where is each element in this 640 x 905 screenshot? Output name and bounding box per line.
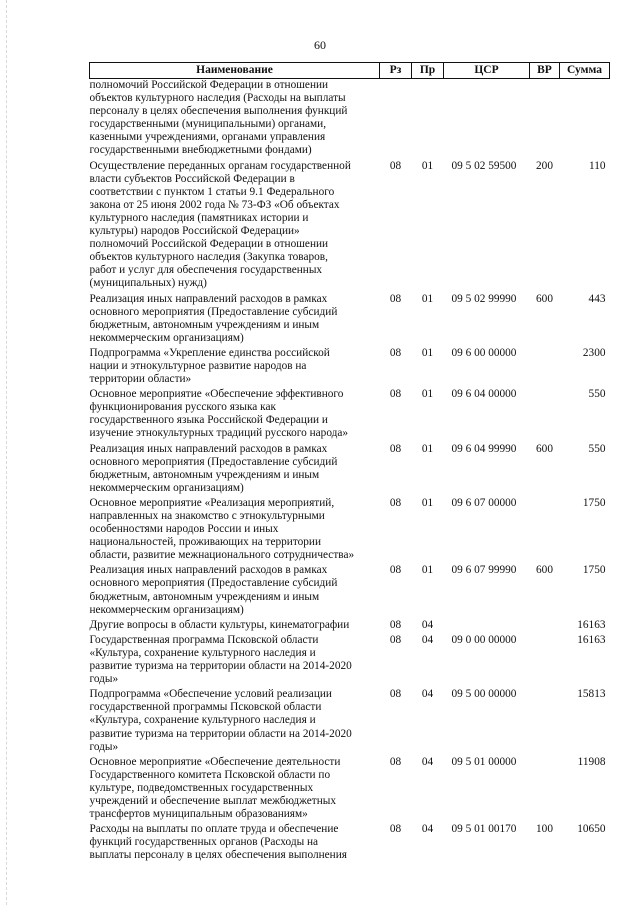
row-name-line: полномочий Российской Федерации в отношении: [89, 238, 329, 251]
header-csr: ЦСР: [444, 63, 530, 79]
row-name-line: развитие туризма на территории области на 2014-2020: [89, 660, 352, 673]
row-vr-cell: [530, 617, 560, 632]
row-rz-cell: 08: [389, 633, 402, 646]
row-sum-cell: 2300: [582, 346, 606, 359]
table-row: [90, 562, 610, 616]
row-name-line: Реализация иных направлений расходов в рамках: [89, 564, 328, 577]
row-name-line: бюджетным, автономным учреждениям и иным: [89, 590, 320, 603]
row-vr-cell: [530, 495, 560, 562]
row-csr-cell: [444, 79, 530, 158]
row-name-line: изучение этнокультурных традиций русского народа»: [89, 427, 349, 440]
row-vr-cell: 200: [536, 159, 553, 172]
row-name-line: Осуществление переданных органам государственной: [89, 159, 351, 172]
row-pr-cell: 04: [421, 755, 434, 768]
row-vr-cell: 100: [536, 823, 553, 836]
row-csr-cell: 09 6 07 00000: [451, 496, 517, 509]
row-vr-cell: [530, 686, 560, 753]
row-name-line: нации и этнокультурное развитие народов на: [89, 359, 307, 372]
row-name-cell: [90, 441, 380, 495]
row-name-cell: [90, 386, 380, 440]
header-rz: Рз: [380, 63, 412, 79]
table-row: [90, 79, 610, 158]
row-name-line: некоммерческим организациям): [89, 481, 244, 494]
row-sum-cell: 16163: [577, 618, 606, 631]
row-sum-cell: 16163: [577, 633, 606, 646]
row-name-line: основного мероприятия (Предоставление субсидий: [89, 305, 338, 318]
row-name-line: закона от 25 июня 2002 года № 73-ФЗ «Об объектах: [89, 198, 340, 211]
row-name-line: учреждений и обеспечение выплат межбюджетных: [89, 794, 337, 807]
row-csr-cell: 09 6 07 99990: [451, 564, 517, 577]
row-csr-cell: 09 5 02 59500: [451, 159, 517, 172]
row-sum-cell: 550: [588, 442, 606, 455]
header-vr: ВР: [530, 63, 560, 79]
row-name-line: «Культура, сохранение культурного наследия и: [89, 714, 316, 727]
row-pr-cell: 01: [421, 292, 434, 305]
row-name-line: полномочий Российской Федерации в отношении: [89, 79, 329, 91]
row-name-line: Реализация иных направлений расходов в рамках: [89, 292, 328, 305]
row-csr-cell: 09 6 00 00000: [451, 346, 517, 359]
row-sum-cell: [560, 79, 610, 158]
row-rz-cell: 08: [389, 496, 402, 509]
row-name-cell: [90, 158, 380, 291]
row-vr-cell: [530, 632, 560, 686]
row-rz-cell: 08: [389, 688, 402, 701]
row-csr-cell: [444, 617, 530, 632]
row-sum-cell: 15813: [577, 688, 606, 701]
table-row: [90, 632, 610, 686]
scan-edge-line: [6, 0, 8, 905]
row-sum-cell: 10650: [577, 823, 606, 836]
row-vr-cell: 600: [536, 442, 553, 455]
row-name-line: персоналу в целях обеспечения выполнения функций: [89, 105, 348, 118]
row-pr-cell: [412, 79, 444, 158]
row-sum-cell: 11908: [577, 755, 606, 768]
table-header-row: [90, 63, 610, 79]
row-pr-cell: 01: [421, 388, 434, 401]
row-name-line: культуре, подведомственных государственных: [89, 781, 314, 794]
row-name-line: Основное мероприятие «Реализация мероприятий,: [89, 496, 335, 509]
row-name-line: основного мероприятия (Предоставление субсидий: [89, 455, 338, 468]
row-vr-cell: 600: [536, 292, 553, 305]
row-csr-cell: 09 5 01 00000: [451, 755, 517, 768]
row-name-line: функционирования русского языка как: [89, 401, 276, 414]
row-name-line: области, развитие межнационального сотрудничества»: [89, 549, 355, 562]
row-vr-cell: 600: [536, 564, 553, 577]
row-rz-cell: 08: [389, 564, 402, 577]
row-name-line: (муниципальных) нужд): [89, 277, 207, 290]
row-name-line: годы»: [89, 740, 119, 753]
page-number: 60: [314, 38, 326, 52]
row-name-line: Основное мероприятие «Обеспечение эффективного: [89, 388, 344, 401]
row-vr-cell: [530, 345, 560, 386]
row-pr-cell: 01: [421, 442, 434, 455]
table-row: [90, 291, 610, 345]
row-name-line: годы»: [89, 673, 119, 686]
row-name-cell: [90, 617, 380, 632]
row-name-line: Основное мероприятие «Обеспечение деятельности: [89, 755, 341, 768]
row-name-line: Государственная программа Псковской области: [89, 633, 319, 646]
row-csr-cell: 09 5 02 99990: [451, 292, 517, 305]
row-name-cell: [90, 686, 380, 753]
row-name-cell: [90, 821, 380, 862]
row-name-line: «Культура, сохранение культурного наследия и: [89, 646, 316, 659]
row-name-cell: [90, 79, 380, 158]
row-sum-cell: 550: [588, 388, 606, 401]
row-pr-cell: 04: [421, 688, 434, 701]
row-name-line: власти субъектов Российской Федерации в: [89, 172, 295, 185]
row-rz-cell: 08: [389, 823, 402, 836]
row-csr-cell: 09 5 01 00170: [451, 823, 517, 836]
table-body: [90, 79, 610, 863]
row-sum-cell: 1750: [582, 496, 606, 509]
row-name-line: Подпрограмма «Укрепление единства российской: [89, 346, 330, 359]
row-name-line: основного мероприятия (Предоставление субсидий: [89, 577, 338, 590]
row-pr-cell: 01: [421, 159, 434, 172]
row-rz-cell: 08: [389, 442, 402, 455]
row-name-line: бюджетным, автономным учреждениям и иным: [89, 318, 320, 331]
row-pr-cell: 04: [421, 633, 434, 646]
row-rz-cell: 08: [389, 388, 402, 401]
row-name-cell: [90, 495, 380, 562]
table-row: [90, 345, 610, 386]
table-row: [90, 617, 610, 632]
row-name-line: культурного наследия (памятниках истории и: [89, 211, 309, 224]
header-name: Наименование: [90, 63, 380, 79]
row-csr-cell: 09 0 00 00000: [451, 633, 517, 646]
row-name-cell: [90, 754, 380, 821]
row-name-line: развитие туризма на территории области на 2014-2020: [89, 727, 352, 740]
row-name-line: территории области»: [89, 373, 192, 386]
row-pr-cell: 04: [421, 823, 434, 836]
table-row: [90, 386, 610, 440]
row-name-line: Государственного комитета Псковской области по: [89, 768, 331, 781]
row-name-line: бюджетным, автономным учреждениям и иным: [89, 468, 320, 481]
table-row: [90, 158, 610, 291]
row-name-cell: [90, 632, 380, 686]
budget-table: [89, 62, 610, 862]
row-name-cell: [90, 345, 380, 386]
table-row: [90, 686, 610, 753]
table-row: [90, 441, 610, 495]
row-pr-cell: 01: [421, 496, 434, 509]
row-name-line: Расходы на выплаты по оплате труда и обеспечение: [89, 823, 339, 836]
row-name-line: объектов культурного наследия (Расходы на выплаты: [89, 92, 346, 105]
row-name-line: функций государственных органов (Расходы на: [89, 836, 319, 849]
row-name-line: Подпрограмма «Обеспечение условий реализации: [89, 688, 332, 701]
row-name-line: государственного языка Российской Федерации и: [89, 414, 328, 427]
row-rz-cell: 08: [389, 346, 402, 359]
row-name-line: Другие вопросы в области культуры, кинематографии: [89, 618, 350, 631]
header-pr: Пр: [412, 63, 444, 79]
row-name-line: некоммерческим организациям): [89, 331, 244, 344]
row-rz-cell: 08: [389, 159, 402, 172]
row-sum-cell: 110: [588, 159, 606, 172]
row-rz-cell: 08: [389, 618, 402, 631]
row-name-line: работ и услуг для обеспечения государственных: [89, 264, 323, 277]
table-row: [90, 821, 610, 862]
row-vr-cell: [530, 754, 560, 821]
row-name-cell: [90, 562, 380, 616]
row-name-line: некоммерческим организациям): [89, 603, 244, 616]
row-vr-cell: [530, 386, 560, 440]
row-rz-cell: 08: [389, 755, 402, 768]
row-name-line: объектов культурного наследия (Закупка товаров,: [89, 251, 328, 264]
row-name-line: соответствии с пунктом 1 статьи 9.1 Федерального: [89, 185, 335, 198]
row-pr-cell: 01: [421, 346, 434, 359]
row-rz-cell: 08: [389, 292, 402, 305]
row-name-line: государственными (муниципальными) органами,: [89, 118, 327, 131]
row-name-line: государственной программы Псковской области: [89, 701, 322, 714]
row-name-line: казенными учреждениями, органами управления: [89, 131, 326, 144]
row-vr-cell: [530, 79, 560, 158]
row-csr-cell: 09 6 04 99990: [451, 442, 517, 455]
row-pr-cell: 01: [421, 564, 434, 577]
row-name-line: культуры) народов Российской Федерации»: [89, 225, 300, 238]
row-name-line: особенностями народов России и иных: [89, 523, 279, 536]
row-name-line: Реализация иных направлений расходов в рамках: [89, 442, 328, 455]
row-name-line: национальностей, проживающих на территории: [89, 536, 322, 549]
table-row: [90, 754, 610, 821]
row-pr-cell: 04: [421, 618, 434, 631]
row-sum-cell: 443: [588, 292, 606, 305]
row-name-line: выплаты персоналу в целях обеспечения выполнения: [89, 849, 347, 862]
row-name-cell: [90, 291, 380, 345]
row-name-line: трансфертов муниципальным образованиям»: [89, 808, 308, 821]
row-name-line: направленных на знакомство с этнокультурными: [89, 510, 325, 522]
row-csr-cell: 09 6 04 00000: [451, 388, 517, 401]
header-sum: Сумма: [560, 63, 610, 79]
row-sum-cell: 1750: [582, 564, 606, 577]
row-rz-cell: [380, 79, 412, 158]
row-name-line: государственными внебюджетными фондами): [89, 144, 312, 157]
row-csr-cell: 09 5 00 00000: [451, 688, 517, 701]
table-row: [90, 495, 610, 562]
